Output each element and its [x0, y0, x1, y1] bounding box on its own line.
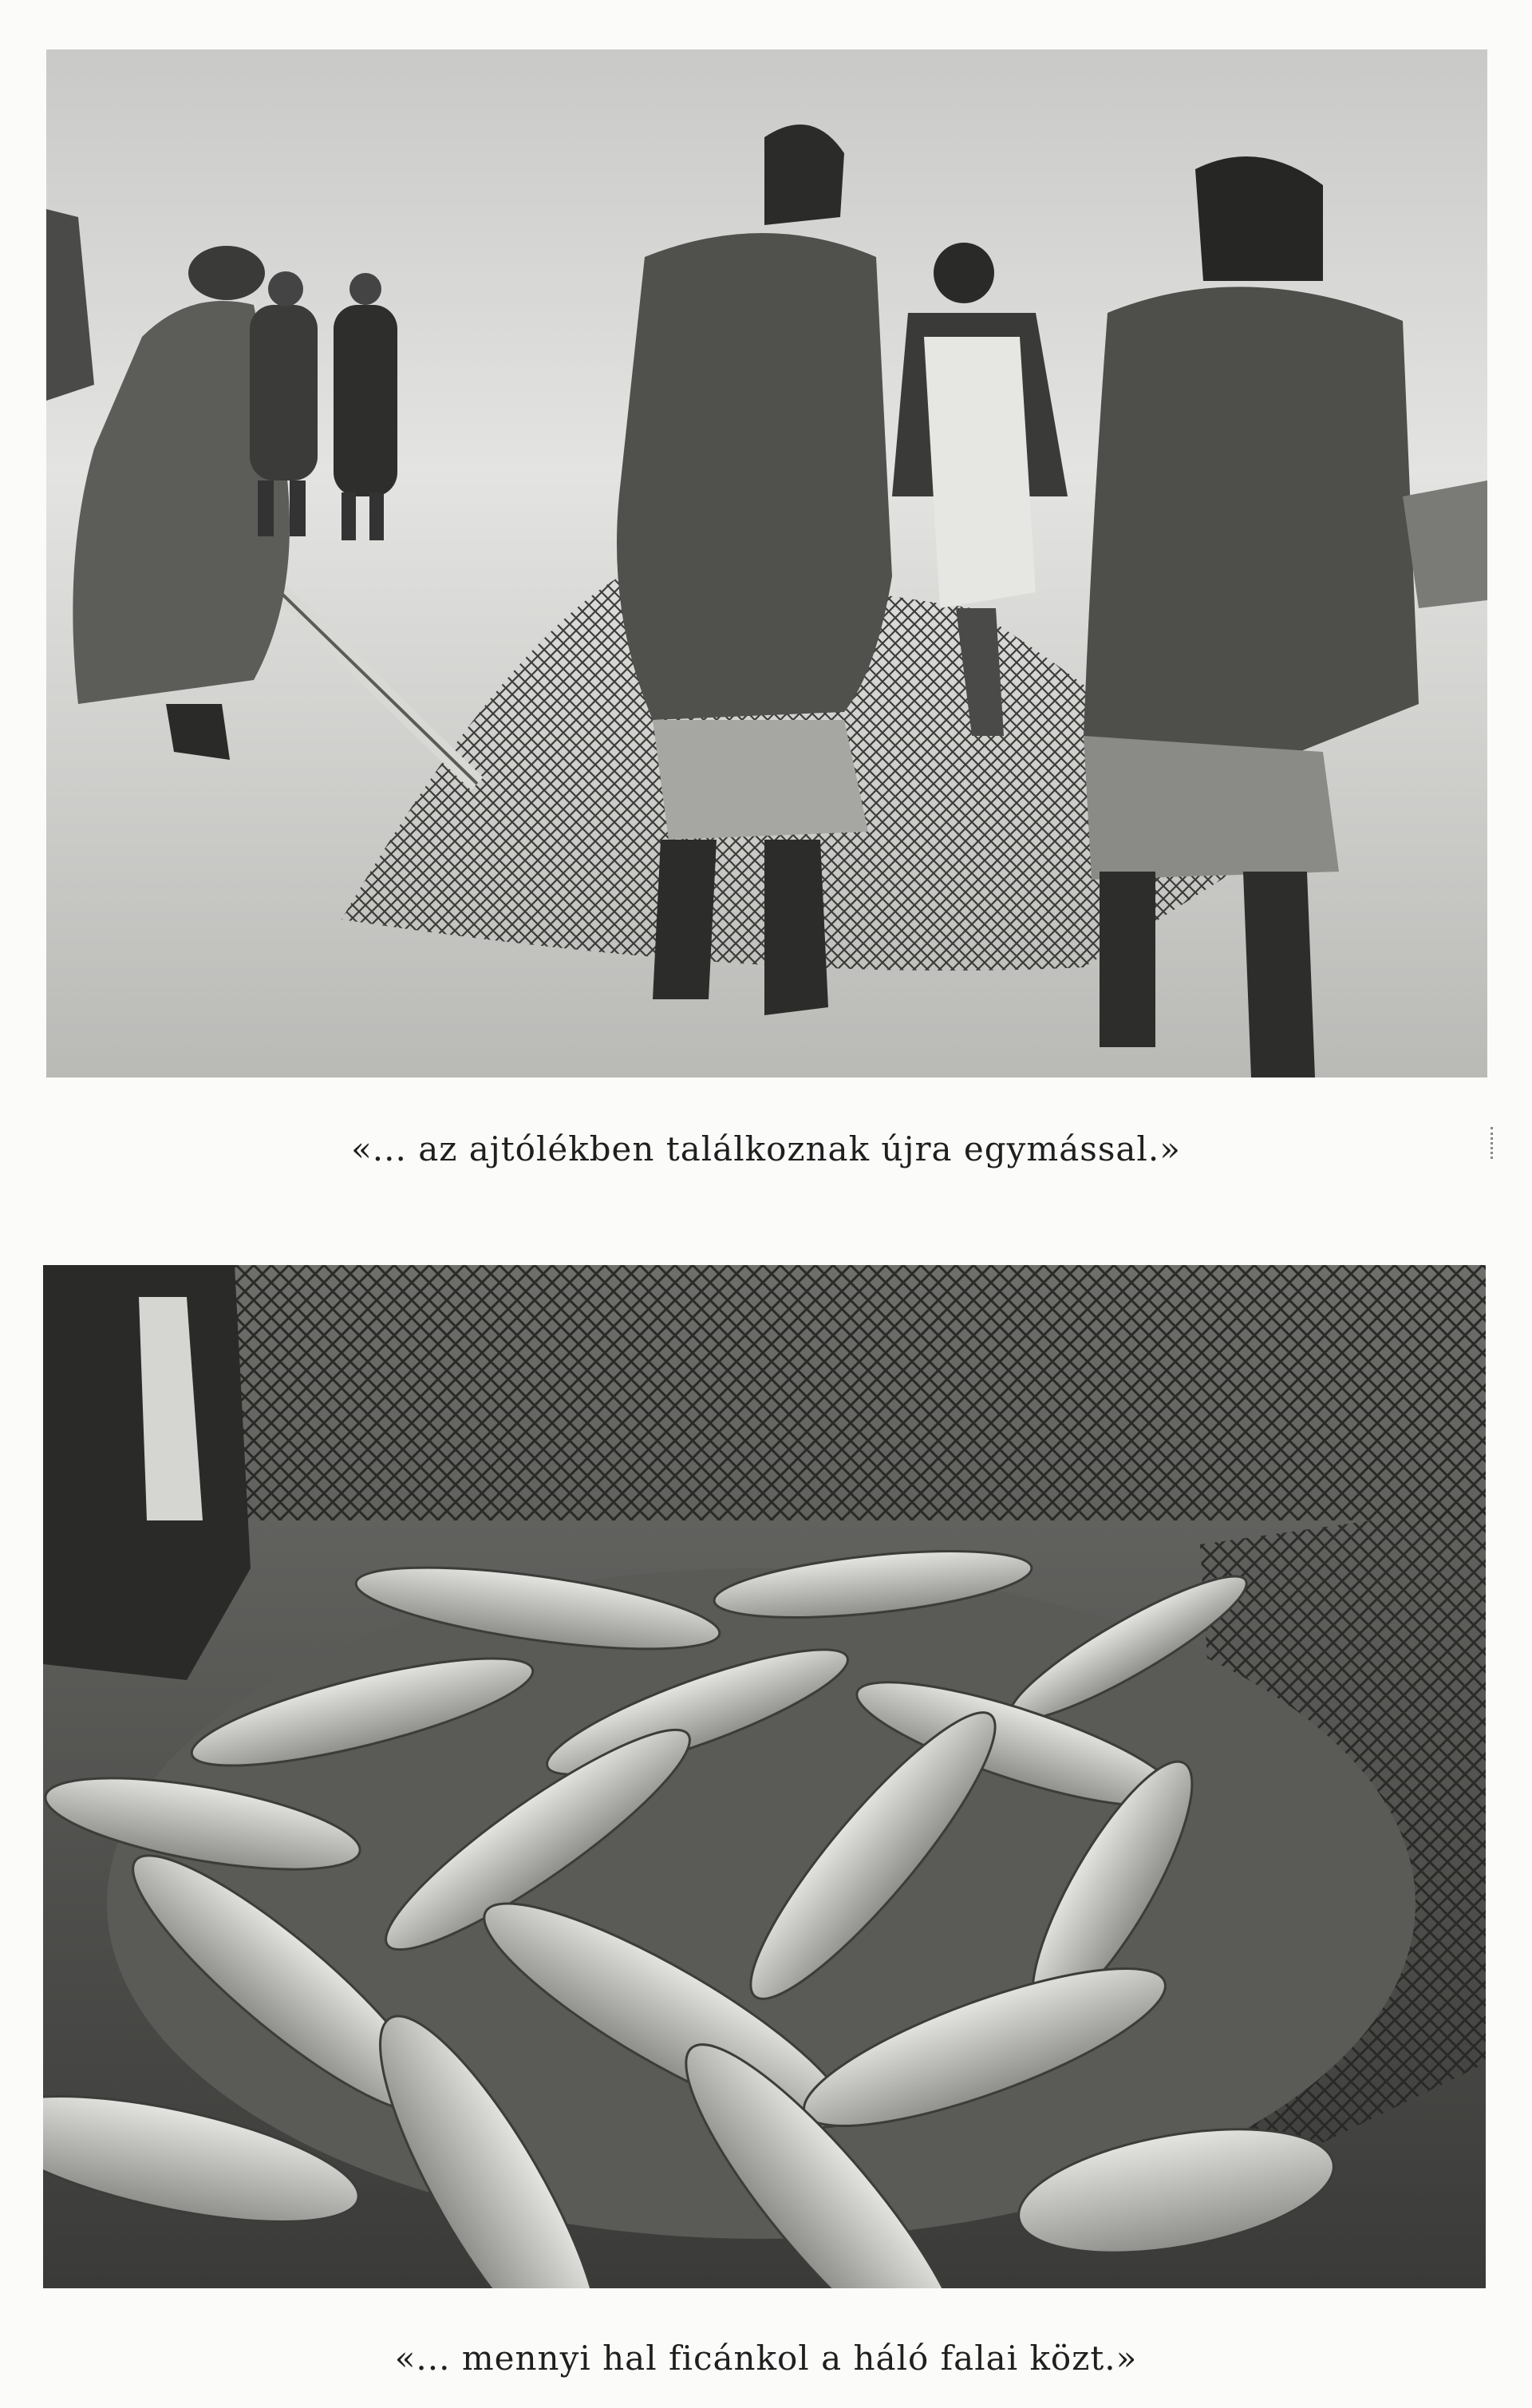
- photo-fish-in-net: [43, 1265, 1486, 2288]
- margin-mark: [1491, 1127, 1495, 1159]
- caption-bottom: «... mennyi hal ficánkol a háló falai közt.»: [394, 2339, 1138, 2378]
- caption-top: «... az ajtólékben találkoznak újra egymással.»: [351, 1129, 1181, 1168]
- photo-fishermen-on-ice: [46, 49, 1487, 1077]
